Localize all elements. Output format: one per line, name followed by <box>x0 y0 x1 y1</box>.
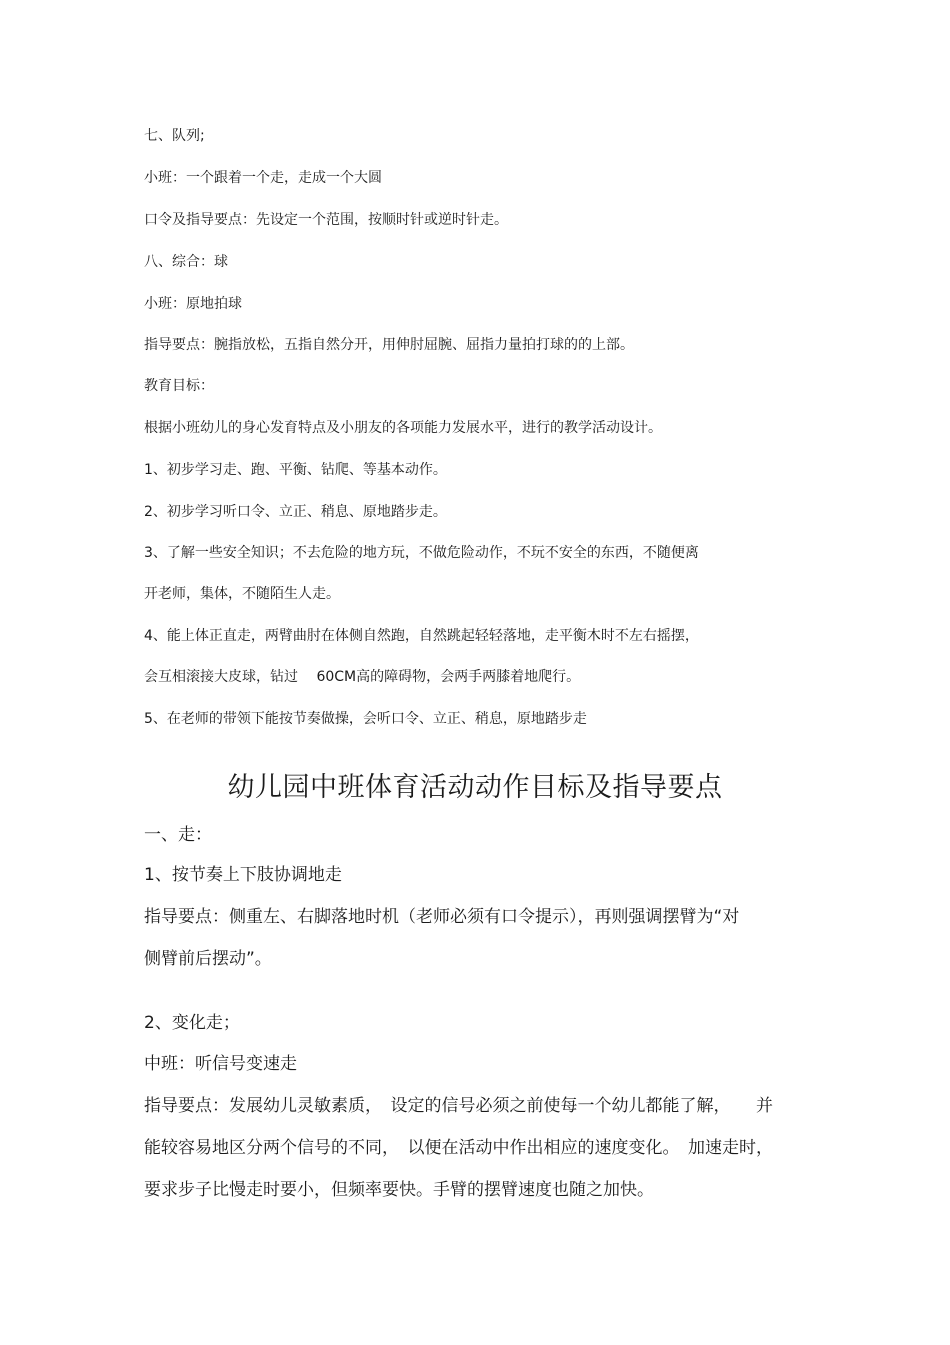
paragraph-line: 中班：听信号变速走 <box>144 1054 297 1074</box>
page-title: 幼儿园中班体育活动动作目标及指导要点 <box>227 772 723 803</box>
paragraph-line: 指导要点：腕指放松，五指自然分开，用伸肘屈腕、屈指力量拍打球的的上部。 <box>144 337 634 353</box>
section-heading-walk: 一、走： <box>144 825 212 845</box>
list-item-continuation: 开老师，集体，不随陌生人走。 <box>144 586 340 602</box>
paragraph-line: 要求步子比慢走时要小，但频率要快。手臂的摆臂速度也随之加快。 <box>144 1180 654 1200</box>
list-heading-ball: 八、综合：球 <box>144 254 228 270</box>
paragraph-line: 根据小班幼儿的身心发育特点及小朋友的各项能力发展水平，进行的教学活动设计。 <box>144 420 662 436</box>
list-item: 5、在老师的带领下能按节奏做操，会听口令、立正、稍息，原地踏步走 <box>144 711 587 727</box>
paragraph-line: 口令及指导要点：先设定一个范围，按顺时针或逆时针走。 <box>144 212 508 228</box>
paragraph-line: 指导要点：发展幼儿灵敏素质， 设定的信号必须之前使每一个幼儿都能了解， 并 <box>144 1096 773 1116</box>
paragraph-line: 能较容易地区分两个信号的不同， 以便在活动中作出相应的速度变化。 加速走时， <box>144 1138 773 1158</box>
list-item: 3、了解一些安全知识；不去危险的地方玩，不做危险动作，不玩不安全的东西，不随便离 <box>144 545 699 561</box>
paragraph-line: 小班：原地拍球 <box>144 296 242 312</box>
list-item: 4、能上体正直走，两臂曲肘在体侧自然跑，自然跳起轻轻落地，走平衡木时不左右摇摆， <box>144 628 699 644</box>
paragraph-line: 侧臂前后摆动”。 <box>144 949 272 969</box>
paragraph-line: 指导要点：侧重左、右脚落地时机（老师必须有口令提示），再则强调摆臂为“对 <box>144 907 740 927</box>
list-item: 1、按节奏上下肢协调地走 <box>144 865 342 885</box>
list-heading-queue: 七、队列; <box>144 128 205 144</box>
list-item: 2、变化走； <box>144 1013 240 1033</box>
subheading-education-goals: 教育目标： <box>144 378 214 394</box>
paragraph-line: 小班：一个跟着一个走，走成一个大圆 <box>144 170 382 186</box>
list-item: 1、初步学习走、跑、平衡、钻爬、等基本动作。 <box>144 462 447 478</box>
list-item-continuation: 会互相滚接大皮球，钻过 60CM高的障碍物，会两手两膝着地爬行。 <box>144 669 581 685</box>
list-item: 2、初步学习听口令、立正、稍息、原地踏步走。 <box>144 504 447 520</box>
